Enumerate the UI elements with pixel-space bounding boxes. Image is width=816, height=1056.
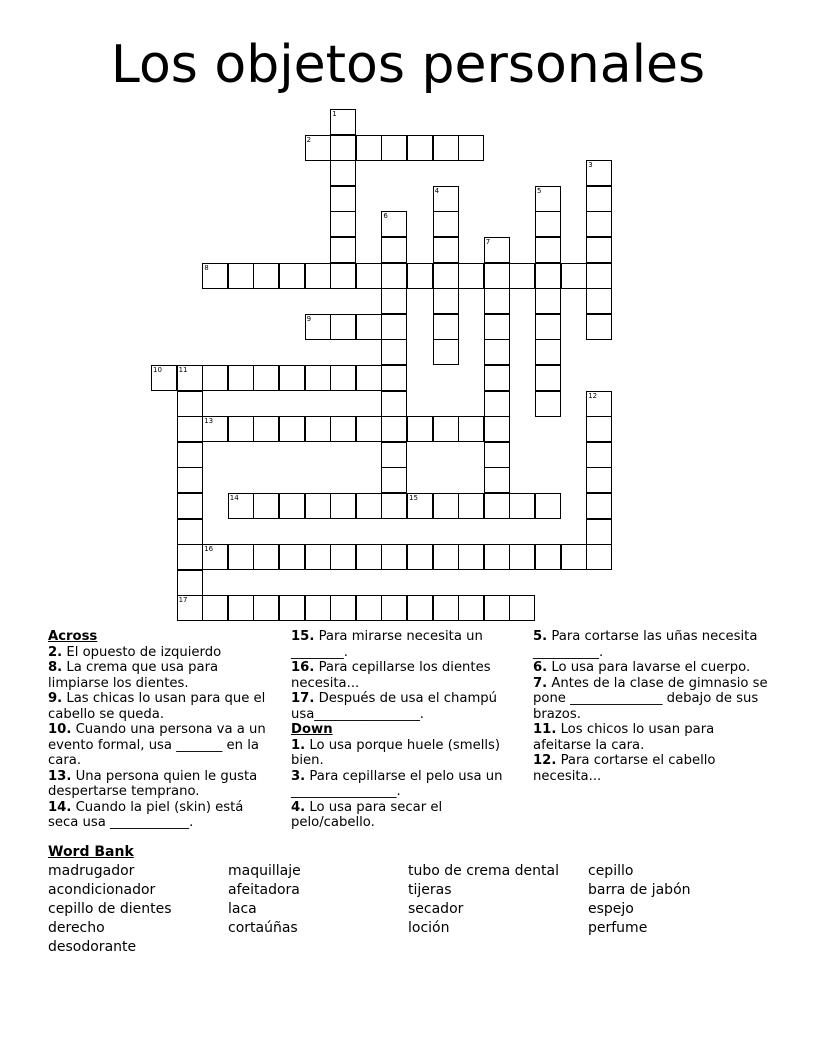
crossword-cell[interactable] [330,109,356,135]
word-bank-item: cepillo [588,863,634,879]
crossword-cell[interactable] [484,391,510,417]
crossword-cell[interactable] [561,544,587,570]
crossword-cell[interactable] [356,595,382,621]
clue-number: 10 [153,366,162,374]
crossword-cell[interactable] [330,186,356,212]
crossword-cell[interactable] [433,544,459,570]
crossword-cell[interactable] [484,493,510,519]
clue-number: 17 [178,596,188,605]
crossword-cell[interactable] [177,493,203,519]
down-clue [291,738,519,769]
crossword-cell[interactable] [381,365,407,391]
crossword-cell[interactable] [407,595,433,621]
word-bank-item: tubo de crema dental [408,863,559,879]
crossword-cell[interactable] [535,365,561,391]
crossword-cell[interactable] [433,314,459,340]
crossword-cell[interactable] [586,237,612,263]
crossword-cell[interactable] [177,544,203,570]
crossword-cell[interactable] [407,544,433,570]
word-bank-item: derecho [48,920,105,936]
clue-num: 11. [533,722,557,737]
clue-text: Cuando una persona va a un evento formal, usa _______ en la cara. [48,722,266,768]
crossword-cell[interactable] [305,493,331,519]
crossword-cell[interactable] [586,263,612,289]
down-clue [291,769,519,800]
crossword-cell[interactable] [586,467,612,493]
clue-num: 10. [48,722,72,737]
clue-text: La crema que usa para limpiarse los dientes. [48,660,219,691]
down-heading: Down [291,722,333,737]
crossword-cell[interactable] [381,493,407,519]
crossword-cell[interactable] [356,314,382,340]
clues-column-3 [533,629,773,784]
crossword-cell[interactable] [484,442,510,468]
clue-num: 1. [291,737,306,753]
crossword-cell[interactable] [305,365,331,391]
clue-number: 4 [434,186,440,195]
crossword-cell[interactable] [407,416,433,442]
crossword-cell[interactable] [381,339,407,365]
crossword-cell[interactable] [330,211,356,237]
crossword-cell[interactable] [151,365,177,391]
clues-column-1 [48,629,276,831]
word-bank-item: desodorante [48,939,137,955]
page-title: Los objetos personales [110,35,706,95]
crossword-cell[interactable] [228,365,254,391]
crossword-cell[interactable] [253,595,279,621]
clues-column-2 [291,629,519,831]
clue-number: 15 [409,494,418,502]
clue-number: 13 [204,417,214,426]
crossword-cell[interactable] [484,544,510,570]
crossword-cell[interactable] [356,544,382,570]
clue-num: 14. [48,799,72,815]
crossword-cell[interactable] [586,442,612,468]
crossword-cell[interactable] [433,416,459,442]
clue-num: 5. [533,629,548,644]
crossword-cell[interactable] [535,391,561,417]
crossword-cell[interactable] [484,365,510,391]
across-clue [48,722,276,769]
crossword-cell[interactable] [279,416,305,442]
across-clue [48,645,276,661]
crossword-cell[interactable] [509,263,535,289]
word-bank-item: tijeras [408,882,452,898]
crossword-cell[interactable] [330,237,356,263]
word-bank-item: maquillaje [228,863,301,879]
clue-number: 9 [306,314,312,323]
crossword-cell[interactable] [407,263,433,289]
crossword-cell[interactable] [484,288,510,314]
clue-number: 1 [332,110,337,118]
clue-number: 3 [588,161,593,170]
crossword-cell[interactable] [535,288,561,314]
crossword-cell[interactable] [433,263,459,289]
crossword-cell[interactable] [305,595,331,621]
crossword-cell[interactable] [381,595,407,621]
crossword-cell[interactable] [381,416,407,442]
clue-number: 8 [204,263,209,272]
word-bank-item: afeitadora [228,882,300,898]
clue-text: Para cepillarse los dientes necesita... [291,660,491,691]
crossword-cell[interactable] [305,263,331,289]
crossword-cell[interactable] [330,135,356,161]
crossword-cell[interactable] [330,595,356,621]
crossword-cell[interactable] [535,339,561,365]
crossword-cell[interactable] [330,263,356,289]
clue-number: 11 [178,366,188,374]
crossword-cell[interactable] [509,493,535,519]
crossword-cell[interactable] [177,442,203,468]
clue-num: 15. [291,629,315,644]
crossword-cell[interactable] [433,493,459,519]
clue-text: Para mirarse necesita un ________. [291,629,483,660]
clue-num: 4. [291,799,306,815]
crossword-cell[interactable] [253,263,279,289]
crossword-cell[interactable] [484,595,510,621]
crossword-cell[interactable] [586,391,612,417]
crossword-cell[interactable] [330,416,356,442]
crossword-cell[interactable] [433,237,459,263]
word-bank-item: cepillo de dientes [48,901,172,917]
word-bank-item: loción [408,920,450,936]
crossword-cell[interactable] [509,544,535,570]
crossword-cell[interactable] [535,263,561,289]
crossword-cell[interactable] [305,416,331,442]
crossword-cell[interactable] [535,544,561,570]
crossword-cell[interactable] [356,493,382,519]
crossword-cell[interactable] [484,416,510,442]
crossword-cell[interactable] [586,288,612,314]
across-clue [48,800,276,831]
crossword-cell[interactable] [458,544,484,570]
clue-text: El opuesto de izquierdo [62,644,222,660]
clue-number: 16 [204,545,214,554]
crossword-cell[interactable] [407,493,433,519]
crossword-cell[interactable] [305,135,331,161]
clue-num: 6. [533,660,548,675]
clue-text: Las chicas lo usan para que el cabello se queda. [48,691,266,722]
word-bank-heading: Word Bank [48,844,134,860]
crossword-cell[interactable] [535,493,561,519]
crossword-cell[interactable] [202,365,228,391]
clue-num: 3. [291,768,306,784]
crossword-cell[interactable] [561,263,587,289]
clue-num: 16. [291,660,315,675]
word-bank-item: barra de jabón [588,882,691,898]
crossword-cell[interactable] [202,595,228,621]
clue-num: 13. [48,768,72,784]
crossword-cell[interactable] [381,211,407,237]
across-clue [48,769,276,800]
clue-number: 7 [485,238,491,246]
crossword-cell[interactable] [228,595,254,621]
crossword-cell[interactable] [279,365,305,391]
crossword-cell[interactable] [381,442,407,468]
crossword-cell[interactable] [177,391,203,417]
crossword-cell[interactable] [381,288,407,314]
crossword-cell[interactable] [279,263,305,289]
crossword-cell[interactable] [177,519,203,545]
across-clue [291,629,519,660]
crossword-cell[interactable] [535,237,561,263]
clue-text: Lo usa para lavarse el cuerpo. [547,660,751,675]
crossword-cell[interactable] [586,211,612,237]
clue-text: Lo usa para secar el pelo/cabello. [291,799,443,830]
crossword-cell[interactable] [279,493,305,519]
crossword-cell[interactable] [330,493,356,519]
crossword-cell[interactable] [535,314,561,340]
crossword-cell[interactable] [177,467,203,493]
crossword-cell[interactable] [484,467,510,493]
crossword-cell[interactable] [305,544,331,570]
crossword-cell[interactable] [484,237,510,263]
crossword-cell[interactable] [407,135,433,161]
crossword-cell[interactable] [458,595,484,621]
crossword-cell[interactable] [381,391,407,417]
crossword-cell[interactable] [177,595,203,621]
across-clue [291,691,519,722]
crossword-cell[interactable] [253,493,279,519]
crossword-cell[interactable] [228,544,254,570]
word-bank-item: secador [408,901,464,917]
down-clue [291,800,519,831]
clue-text: Después de usa el champú usa________________. [291,691,498,722]
crossword-cell[interactable] [381,314,407,340]
word-bank-item: acondicionador [48,882,156,898]
clue-text: Para cortarse las uñas necesita __________. [533,629,758,660]
crossword-cell[interactable] [458,493,484,519]
clue-text: Los chicos lo usan para afeitarse la cara. [533,722,715,753]
crossword-cell[interactable] [381,135,407,161]
crossword-cell[interactable] [279,595,305,621]
down-clue [533,676,773,723]
crossword-cell[interactable] [535,186,561,212]
crossword-cell[interactable] [458,263,484,289]
clue-number: 2 [306,135,312,144]
crossword-cell[interactable] [330,314,356,340]
clue-text: Cuando la piel (skin) está seca usa ____________. [48,799,244,830]
clue-number: 5 [537,186,542,195]
across-heading: Across [48,629,98,644]
crossword-cell[interactable] [381,544,407,570]
crossword-cell[interactable] [356,135,382,161]
crossword-cell[interactable] [433,595,459,621]
crossword-cell[interactable] [433,339,459,365]
crossword-cell[interactable] [381,467,407,493]
clue-num: 12. [533,753,557,768]
crossword-cell[interactable] [330,160,356,186]
crossword-cell[interactable] [484,263,510,289]
word-bank-item: espejo [588,901,634,917]
crossword-cell[interactable] [433,288,459,314]
down-clue [533,753,773,784]
crossword-cell[interactable] [484,339,510,365]
crossword-cell[interactable] [586,544,612,570]
crossword-cell[interactable] [356,365,382,391]
down-clue [533,722,773,753]
down-clue [533,660,773,676]
clue-text: Lo usa porque huele (smells) bien. [291,737,501,768]
crossword-cell[interactable] [586,186,612,212]
crossword-cell[interactable] [586,314,612,340]
clue-text: Una persona quien le gusta despertarse temprano. [48,768,258,799]
clue-number: 6 [383,212,388,221]
clue-number: 14 [229,494,239,502]
crossword-cell[interactable] [356,416,382,442]
clue-text: Para cepillarse el pelo usa un ________________. [291,768,503,799]
down-clue [533,629,773,660]
crossword-cell[interactable] [177,570,203,596]
crossword-cell[interactable] [433,186,459,212]
across-clue [48,660,276,691]
word-bank-item: perfume [588,920,648,936]
crossword-cell[interactable] [177,416,203,442]
across-clue [48,691,276,722]
crossword-cell[interactable] [228,416,254,442]
clue-num: 9. [48,691,63,706]
clue-number: 12 [588,391,598,400]
crossword-cell[interactable] [484,314,510,340]
crossword-cell[interactable] [458,416,484,442]
crossword-cell[interactable] [177,365,203,391]
word-bank-item: cortaúñas [228,920,298,936]
crossword-cell[interactable] [356,263,382,289]
crossword-cell[interactable] [253,416,279,442]
crossword-cell[interactable] [433,211,459,237]
word-bank-item: laca [228,901,257,917]
crossword-cell[interactable] [586,493,612,519]
crossword-cell[interactable] [253,365,279,391]
crossword-cell[interactable] [586,416,612,442]
crossword-cell[interactable] [586,519,612,545]
crossword-cell[interactable] [381,237,407,263]
crossword-cell[interactable] [202,544,228,570]
clue-text: Para cortarse el cabello necesita... [533,753,716,784]
clue-text: Antes de la clase de gimnasio se pone ______________ debajo de sus brazos. [533,675,768,722]
clue-num: 8. [48,660,63,675]
crossword-cell[interactable] [509,595,535,621]
crossword-cell[interactable] [330,544,356,570]
crossword-cell[interactable] [228,263,254,289]
word-bank-item: madrugador [48,863,135,879]
crossword-cell[interactable] [253,544,279,570]
clue-num: 17. [291,691,315,706]
crossword-cell[interactable] [330,365,356,391]
crossword-cell[interactable] [458,135,484,161]
crossword-cell[interactable] [202,263,228,289]
crossword-cell[interactable] [228,493,254,519]
crossword-cell[interactable] [305,314,331,340]
crossword-cell[interactable] [202,416,228,442]
crossword-cell[interactable] [381,263,407,289]
crossword-cell[interactable] [279,544,305,570]
across-clue [291,660,519,691]
clue-num: 2. [48,644,63,660]
crossword-cell[interactable] [586,160,612,186]
crossword-cell[interactable] [433,135,459,161]
crossword-cell[interactable] [535,211,561,237]
clue-num: 7. [533,675,548,691]
